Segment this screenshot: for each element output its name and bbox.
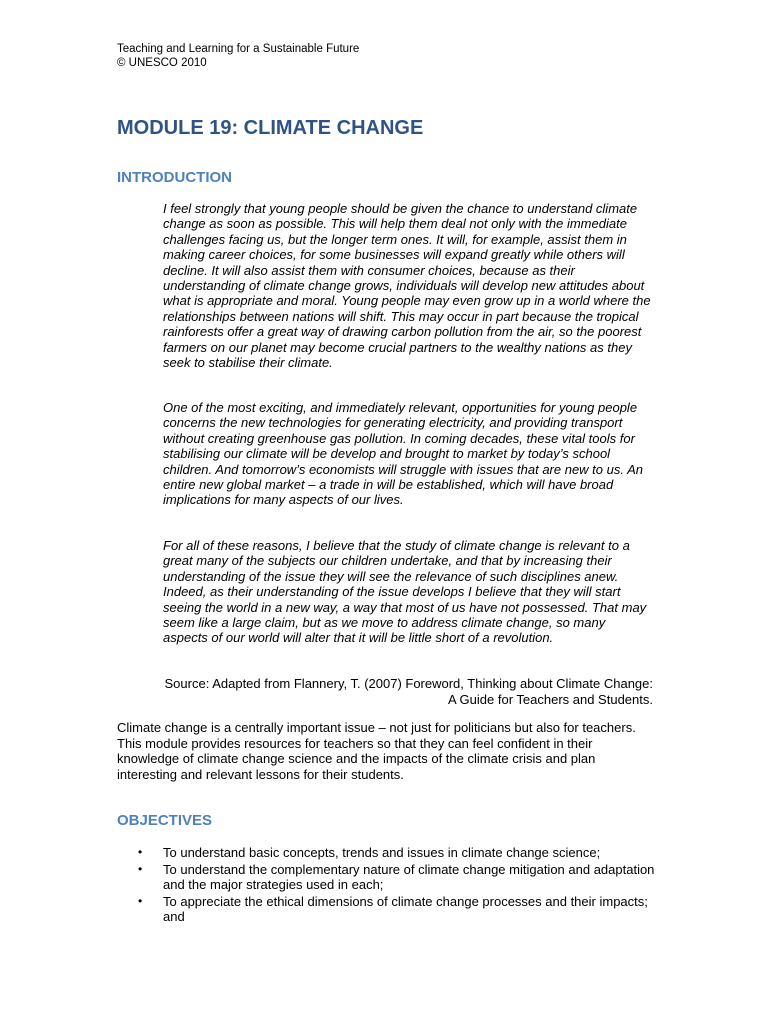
list-item (117, 845, 657, 861)
quote-paragraph-2: One of the most exciting, and immediately relevant, opportunities for young people concerns the new technologies for generating electricity, and providing transport without creating greenhouse gas pollution. In coming decades, these vital tools for stabilising our climate will be develop and brought to market by today’s school children. And tomorrow’s economists will struggle with issues that are new to us. An entire new global market – a trade in will be established, which will have broad implications for many aspects of our lives. (163, 400, 644, 508)
quote-source (117, 676, 653, 708)
introduction-heading: INTRODUCTION (117, 169, 232, 186)
objective-text: To understand the complementary nature of climate change mitigation and adaptation and the major strategies used in each; (163, 861, 655, 893)
list-item (117, 894, 657, 925)
introduction-paragraph: Climate change is a centrally important issue – not just for politicians but also for teachers. This module provides resources for teachers so that they can feel confident in their knowledge of climate change science and the impacts of the climate crisis and plan interesting and relevant lessons for their students. (117, 720, 636, 782)
header-copyright: © UNESCO 2010 (117, 57, 207, 69)
quote-source-line-2: A Guide for Teachers and Students. (447, 692, 653, 707)
quote-source-line-1: Source: Adapted from Flannery, T. (2007) Foreword, Thinking about Climate Change: (164, 676, 653, 691)
objectives-heading: OBJECTIVES (117, 812, 213, 829)
header-series-title: Teaching and Learning for a Sustainable Future (117, 43, 360, 55)
document-header (117, 42, 359, 70)
bullet-icon: • (138, 845, 143, 859)
objectives-list (117, 845, 657, 926)
objective-text: To understand basic concepts, trends and issues in climate change science; (163, 845, 601, 860)
bullet-icon: • (138, 861, 143, 876)
bullet-icon: • (138, 893, 143, 908)
list-item (117, 862, 657, 893)
quote-paragraph-1: I feel strongly that young people should be given the chance to understand climate change as soon as possible. This will help them deal not only with the immediate challenges facing us, but the longer term ones. It will, for example, assist them in making career choices, for some businesses will expand greatly while others will decline. It will also assist them with consumer choices, because as their understanding of climate change grows, individuals will develop new attitudes about what is appropriate and moral. Young people may even grow up in a world where the relationships between nations will shift. This may occur in part because the tropical rainforests offer a great way of drawing carbon pollution from the air, so the poorest farmers on our planet may become crucial partners to the wealthy nations as they seek to stabilise their climate. (163, 201, 651, 371)
module-title: MODULE 19: CLIMATE CHANGE (117, 117, 424, 139)
quote-paragraph-3: For all of these reasons, I believe that the study of climate change is relevant to a great many of the subjects our children undertake, and that by increasing their understanding of the issue they will see the relevance of such disciplines anew. Indeed, as their understanding of the issue develops I believe that they will start seeing the world in a new way, a way that most of us have not possessed. That may seem like a large claim, but as we move to address climate change, so many aspects of our world will alter that it will be little short of a revolution. (163, 538, 647, 646)
objective-text: To appreciate the ethical dimensions of climate change processes and their impacts; and (163, 893, 648, 925)
